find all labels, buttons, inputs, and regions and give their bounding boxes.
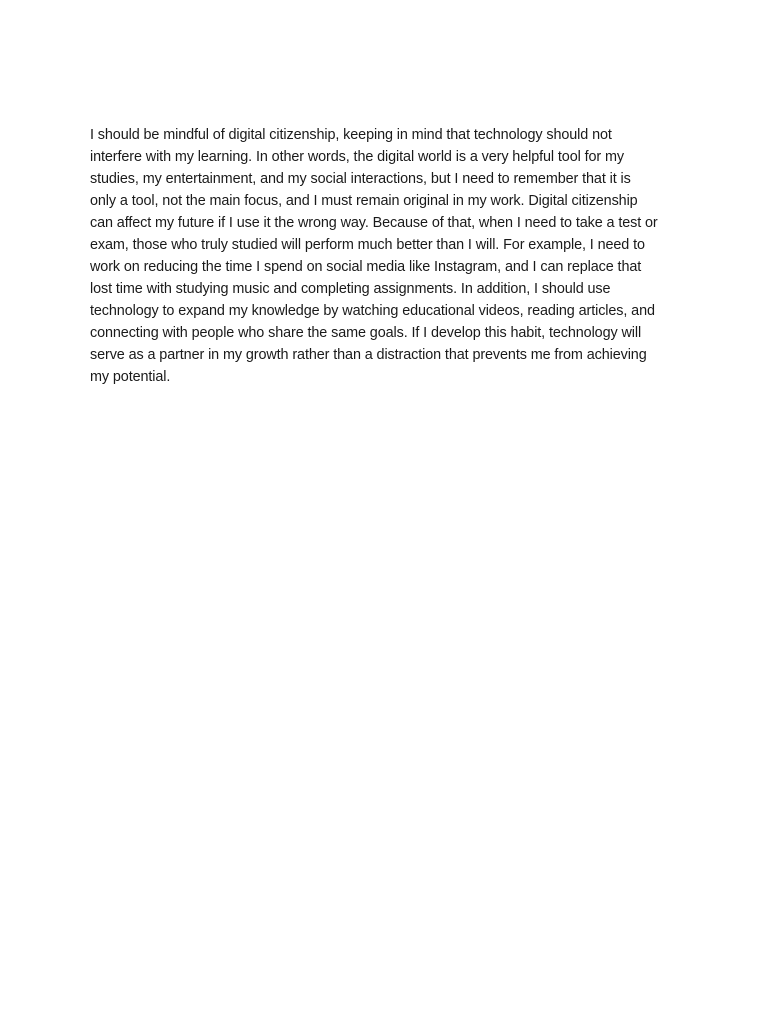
paragraph-line: connecting with people who share the same goals. If I develop this habit, technology will (90, 325, 642, 341)
paragraph-line: studies, my entertainment, and my social interactions, but I need to remember that it is (90, 171, 631, 187)
body-paragraph (90, 124, 672, 388)
paragraph-line: my potential. (90, 369, 171, 385)
paragraph-line: lost time with studying music and completing assignments. In addition, I should use (90, 281, 611, 297)
paragraph-line: exam, those who truly studied will perform much better than I will. For example, I need to (90, 237, 645, 253)
paragraph-line: I should be mindful of digital citizenship, keeping in mind that technology should not (90, 127, 612, 143)
paragraph-line: technology to expand my knowledge by watching educational videos, reading articles, and (90, 303, 655, 319)
paragraph-line: serve as a partner in my growth rather than a distraction that prevents me from achieving (90, 347, 647, 363)
paragraph-line: only a tool, not the main focus, and I must remain original in my work. Digital citizenship (90, 193, 638, 209)
paragraph-line: work on reducing the time I spend on social media like Instagram, and I can replace that (90, 259, 642, 275)
paragraph-line: can affect my future if I use it the wrong way. Because of that, when I need to take a test or (90, 215, 658, 231)
paragraph-line: interfere with my learning. In other words, the digital world is a very helpful tool for my (90, 149, 624, 165)
